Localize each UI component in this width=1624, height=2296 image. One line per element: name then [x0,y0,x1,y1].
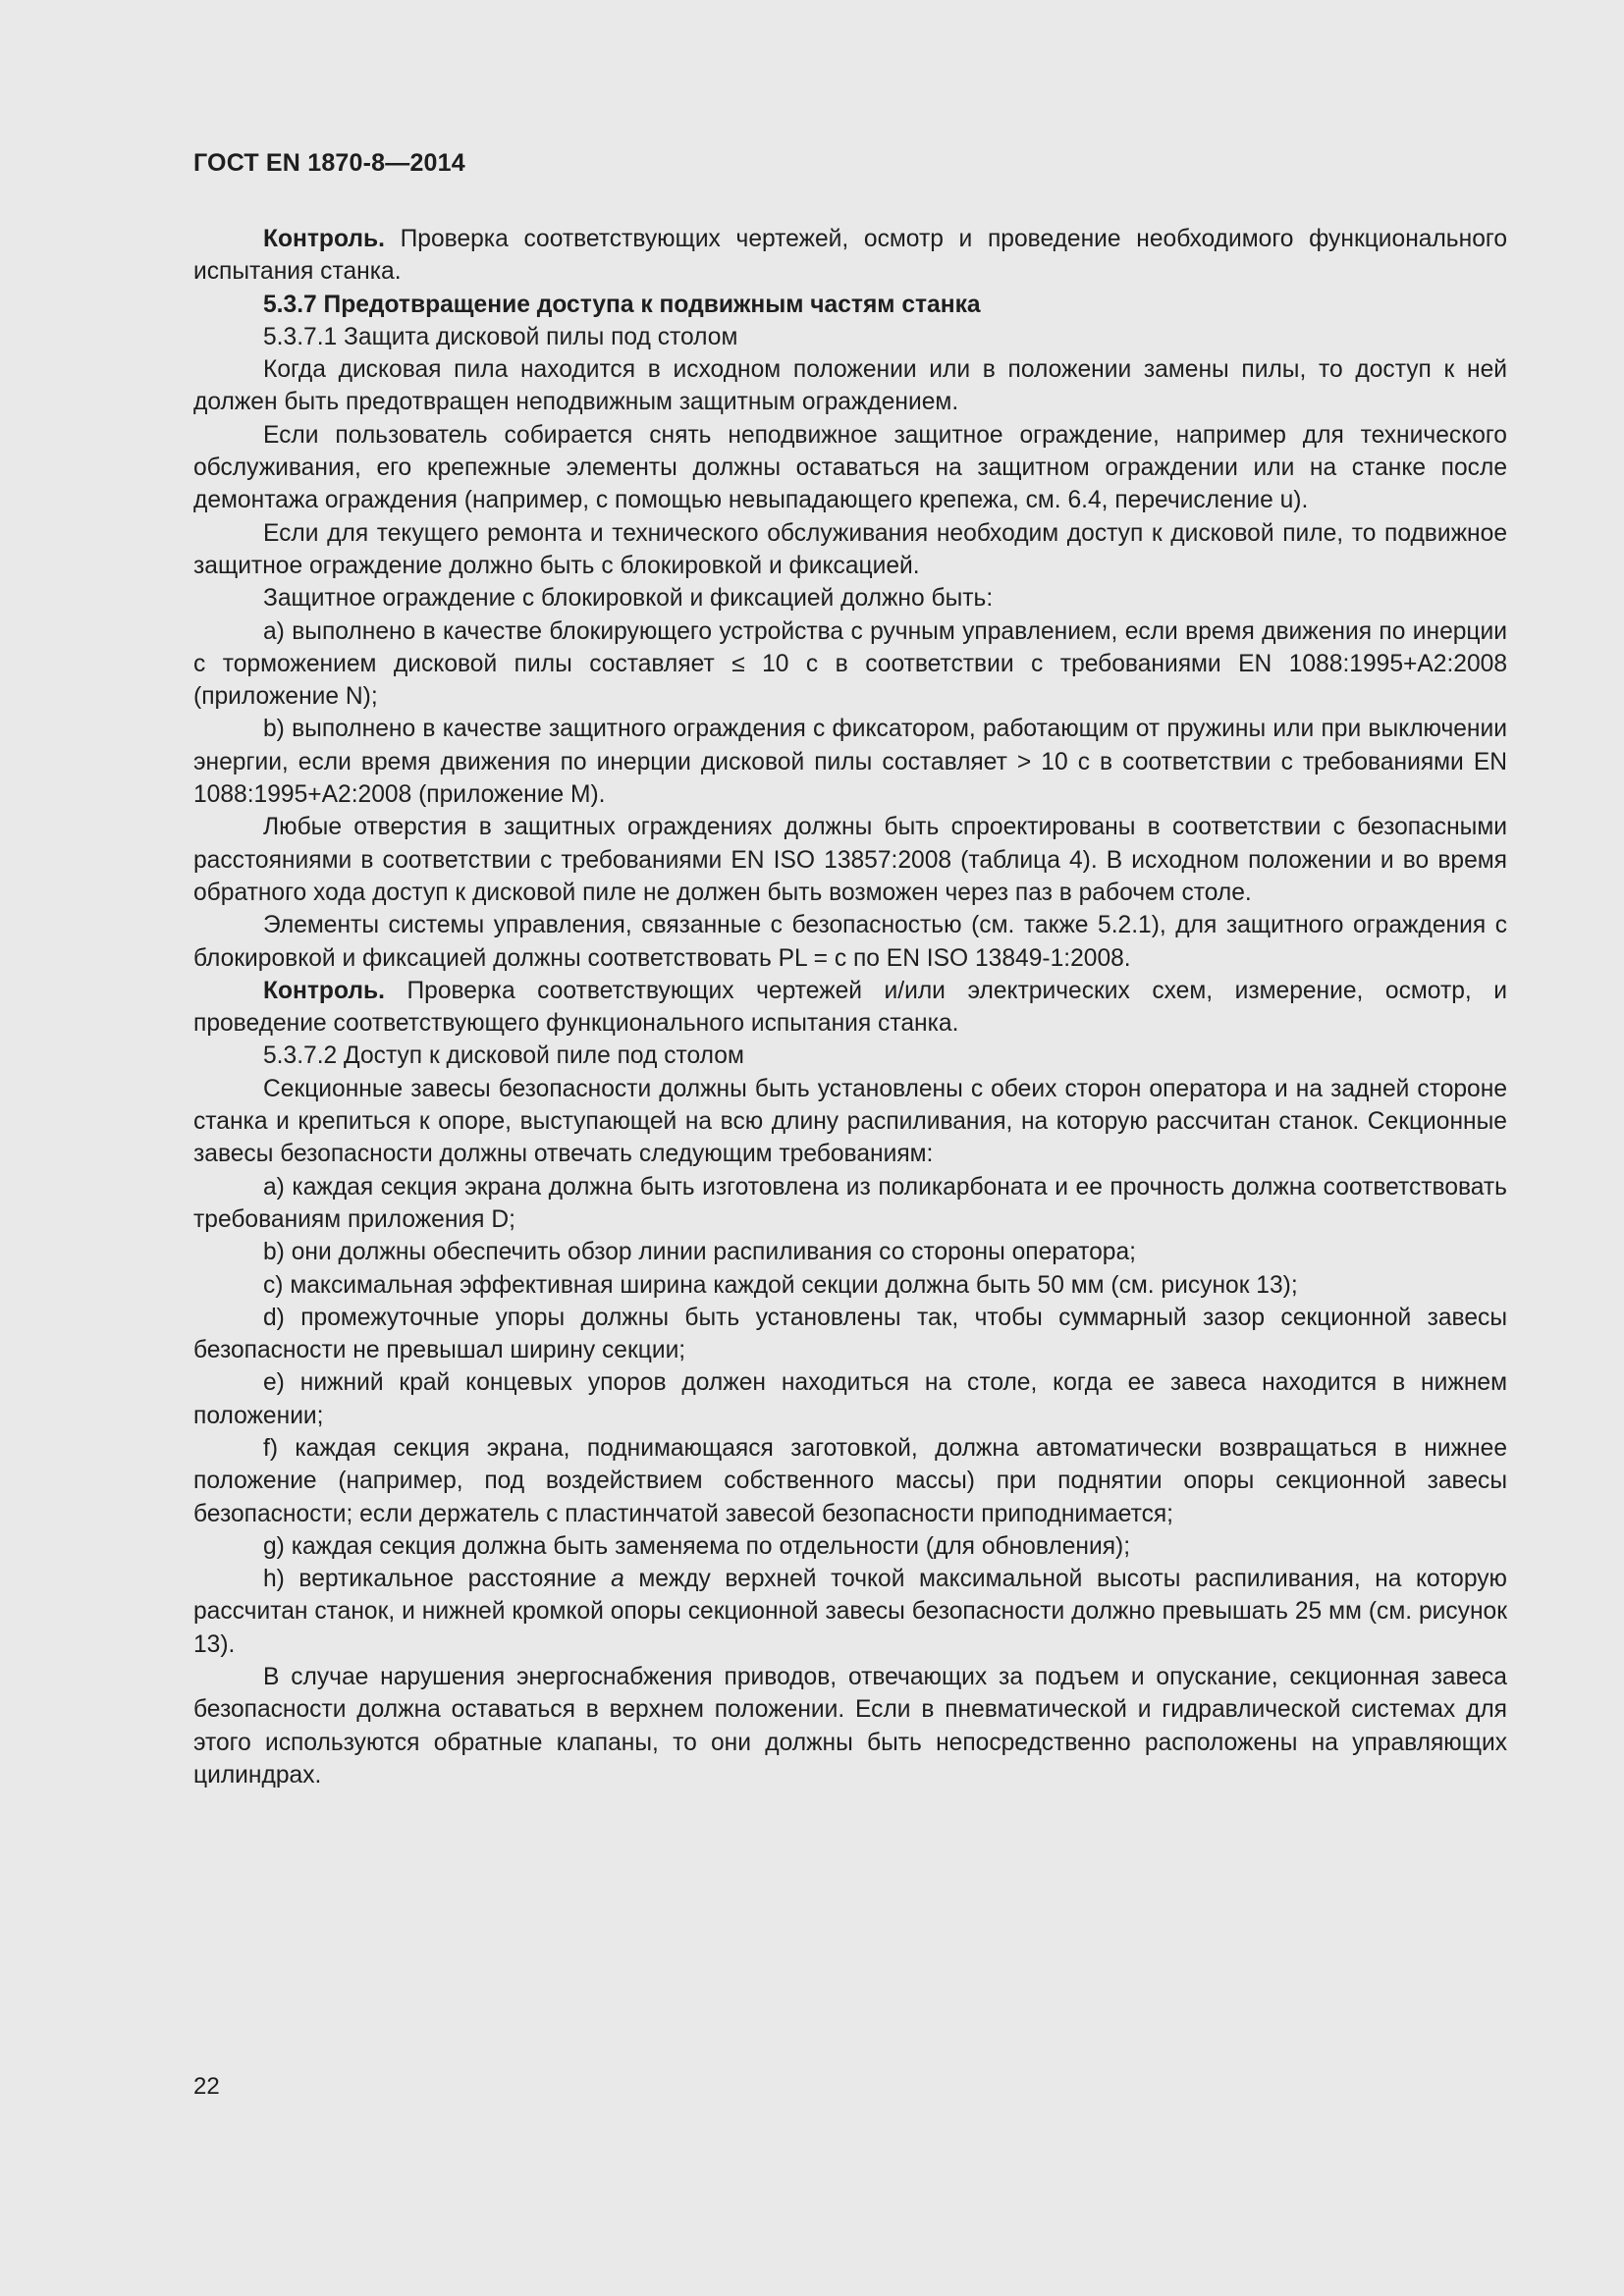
control-text: Проверка соответствующих чертежей, осмотр и проведение необходимого функционального испытания станка. [193,226,1507,286]
list-item-c-curtain: с) максимальная эффективная ширина каждой секции должна быть 50 мм (см. рисунок 13); [263,1271,1298,1299]
item-h-text-start: h) вертикальное расстояние [263,1566,612,1593]
list-item-b-interlock: b) выполнено в качестве защитного ограждения с фиксатором, работающим от пружины или при выключении энергии, если время движения по инерции дисковой пилы составляет > 10 с в соответствии с требованиями EN 1088:1995+A2:2008 (приложение M). [193,716,1507,809]
control-text: Проверка соответствующих чертежей и/или электрических схем, измерение, осмотр, и проведение соответствующего функционального испытания станка. [193,977,1507,1038]
control-paragraph-2 [193,975,1507,1041]
document-body [193,223,1507,1791]
paragraph-saw-position: Когда дисковая пила находится в исходном положении или в положении замены пилы, то доступ к ней должен быть предотвращен неподвижным защитным ограждением. [193,356,1507,416]
control-paragraph-1 [193,223,1507,289]
control-label: Контроль. [263,226,385,252]
item-h-text-end: между верхней точкой максимальной высоты распиливания, на которую рассчитан станок, и нижней кромкой опоры секционной завесы безопасности должно превышать 25 мм (см. рисунок 13). [193,1566,1508,1658]
item-h-variable: a [611,1566,624,1593]
control-label: Контроль. [263,977,385,1004]
document-header: ГОСТ EN 1870-8—2014 [193,149,465,177]
list-item-a-curtain: а) каждая секция экрана должна быть изготовлена из поликарбоната и ее прочность должна соответствовать требованиям приложения D; [193,1173,1507,1233]
list-item-a-interlock: а) выполнено в качестве блокирующего устройства с ручным управлением, если время движения по инерции с торможением дисковой пилы составляет ≤ 10 с в соответствии с требованиями EN 1088:1995+A2:2008 (приложение N); [193,617,1507,711]
list-item-d-curtain: d) промежуточные упоры должны быть установлены так, чтобы суммарный зазор секционной завесы безопасности не превышал ширину секции; [193,1304,1507,1364]
subsection-heading-5-3-7-2: 5.3.7.2 Доступ к дисковой пиле под столом [263,1042,744,1070]
paragraph-power-failure: В случае нарушения энергоснабжения приводов, отвечающих за подъем и опускание, секционная завеса безопасности должна оставаться в верхнем положении. Если в пневматической и гидравлической системах для этого используются обратные клапаны, то они должны быть непосредственно расположены на управляющих цилиндрах. [193,1664,1507,1789]
paragraph-guard-requirements: Защитное ограждение с блокировкой и фиксацией должно быть: [263,585,994,613]
paragraph-safety-curtains: Секционные завесы безопасности должны быть установлены с обеих сторон оператора и на задней стороне станка и крепиться к опоре, выступающей на всю длину распиливания, на которую рассчитан станок. Секционные завесы безопасности должны отвечать следующим требованиям: [193,1075,1507,1168]
page-number: 22 [193,2073,220,2100]
list-item-b-curtain: b) они должны обеспечить обзор линии распиливания со стороны оператора; [263,1239,1136,1266]
subsection-heading-5-3-7-1: 5.3.7.1 Защита дисковой пилы под столом [263,323,738,350]
list-item-e-curtain: e) нижний край концевых упоров должен находиться на столе, когда ее завеса находится в нижнем положении; [193,1369,1507,1429]
paragraph-repair-access: Если для текущего ремонта и технического обслуживания необходим доступ к дисковой пиле, то подвижное защитное ограждение должно быть с блокировкой и фиксацией. [193,519,1507,579]
list-item-h-curtain [193,1563,1507,1661]
paragraph-user-removes-guard: Если пользователь собирается снять неподвижное защитное ограждение, например для технического обслуживания, его крепежные элементы должны оставаться на защитном ограждении или на станке после демонтажа ограждения (например, с помощью невыпадающего крепежа, см. 6.4, перечисление u). [193,421,1507,514]
list-item-f-curtain: f) каждая секция экрана, поднимающаяся заготовкой, должна автоматически возвращаться в нижнее положение (например, под воздействием собственного массы) при поднятии опоры секционной завесы безопасности; если держатель с пластинчатой завесой безопасности приподнимается; [193,1434,1507,1527]
list-item-g-curtain: g) каждая секция должна быть заменяема по отдельности (для обновления); [263,1532,1131,1560]
paragraph-openings: Любые отверстия в защитных ограждениях должны быть спроектированы в соответствии с безопасными расстояниями в соответствии с требованиями EN ISO 13857:2008 (таблица 4). В исходном положении и во время обратного хода доступ к дисковой пиле не должен быть возможен через паз в рабочем столе. [193,814,1507,906]
paragraph-control-elements: Элементы системы управления, связанные с безопасностью (см. также 5.2.1), для защитного ограждения с блокировкой и фиксацией должны соответствовать PL = с по EN ISO 13849-1:2008. [193,912,1507,972]
section-heading-5-3-7: 5.3.7 Предотвращение доступа к подвижным частям станка [263,291,981,318]
